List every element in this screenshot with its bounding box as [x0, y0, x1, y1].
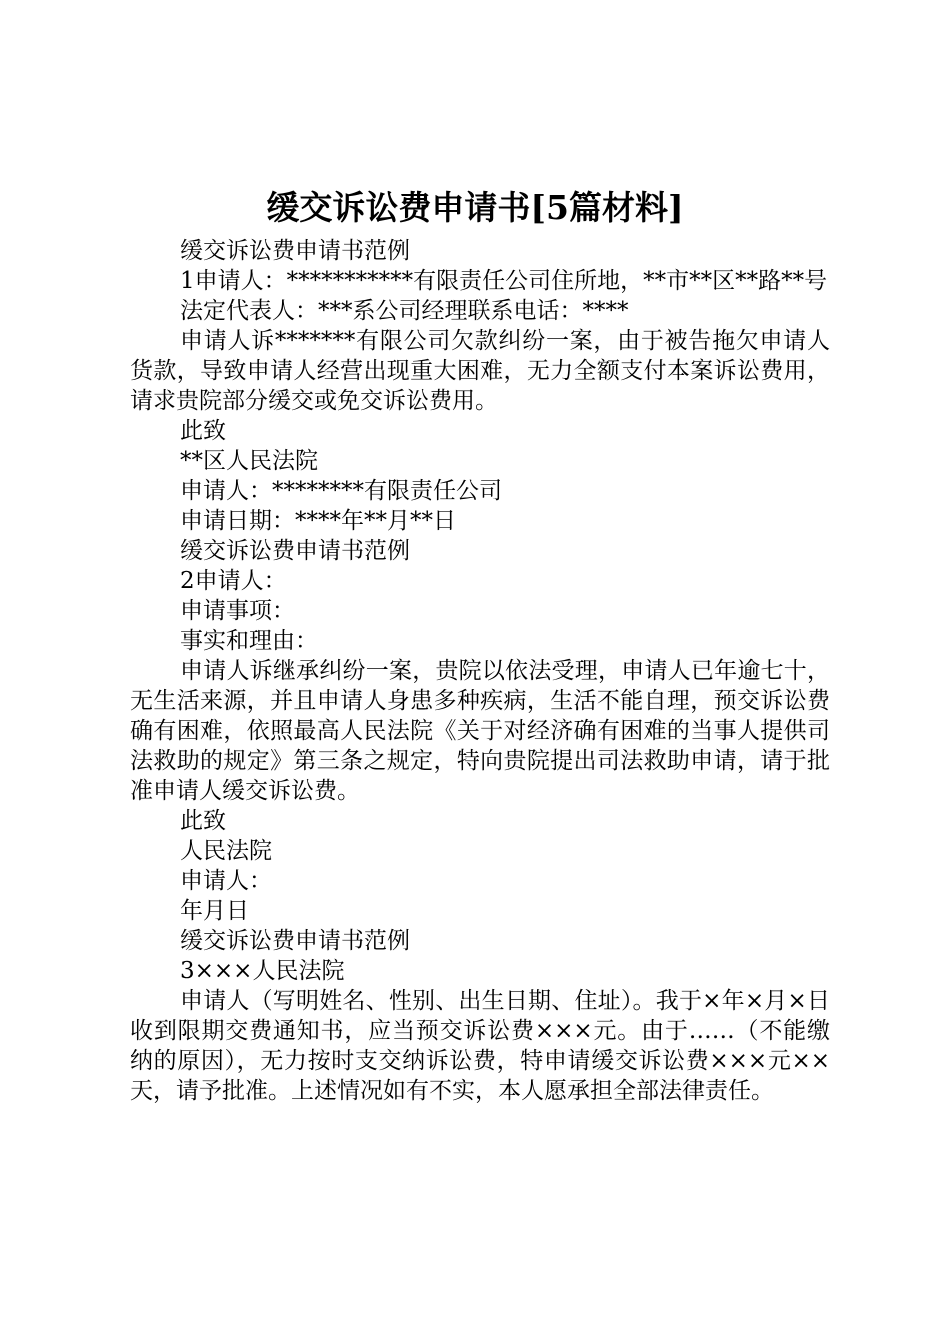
applicant-line: 1申请人：***********有限责任公司住所地，**市**区**路**号 — [180, 268, 828, 294]
section-heading-1: 缓交诉讼费申请书范例 — [180, 238, 410, 264]
court-name: **区人民法院 — [180, 448, 318, 474]
facts-reasons-line: 事实和理由： — [180, 628, 318, 654]
salutation: 此致 — [180, 418, 226, 444]
date-line-2: 年月日 — [180, 898, 249, 924]
salutation-2: 此致 — [180, 808, 226, 834]
section-heading-3: 缓交诉讼费申请书范例 — [180, 928, 410, 954]
section-heading-2: 缓交诉讼费申请书范例 — [180, 538, 410, 564]
signature-applicant: 申请人：********有限责任公司 — [180, 478, 502, 504]
request-items-line: 申请事项： — [180, 598, 295, 624]
court-name-2: 人民法院 — [180, 838, 272, 864]
application-paragraph-3: 申请人（写明姓名、性别、出生日期、住址）。我于×年×月×日收到限期交费通知书，应当预交诉讼费×××元。由于……（不能缴纳的原因），无力按时支交纳诉讼费，特申请缓交诉讼费×××元××天，请予批准。上述情况如有不实，本人愿承担全部法律责任。 — [130, 988, 830, 1104]
court-name-3: 3×××人民法院 — [180, 958, 345, 984]
document-body — [130, 236, 830, 1106]
document-title: 缓交诉讼费申请书[5篇材料] — [266, 188, 684, 227]
applicant-line-2: 2申请人： — [180, 568, 287, 594]
legal-representative-line: 法定代表人：***系公司经理联系电话：**** — [180, 298, 629, 324]
application-date: 申请日期：****年**月**日 — [180, 508, 456, 534]
facts-paragraph: 申请人诉继承纠纷一案，贵院以依法受理，申请人已年逾七十，无生活来源，并且申请人身患多种疾病，生活不能自理，预交诉讼费确有困难，依照最高人民法院《关于对经济确有困难的当事人提供司法救助的规定》第三条之规定，特向贵院提出司法救助申请，请于批准申请人缓交诉讼费。 — [130, 658, 830, 804]
request-paragraph: 申请人诉*******有限公司欠款纠纷一案，由于被告拖欠申请人货款，导致申请人经营出现重大困难，无力全额支付本案诉讼费用，请求贵院部分缓交或免交诉讼费用。 — [130, 328, 830, 414]
signature-applicant-2: 申请人： — [180, 868, 272, 894]
